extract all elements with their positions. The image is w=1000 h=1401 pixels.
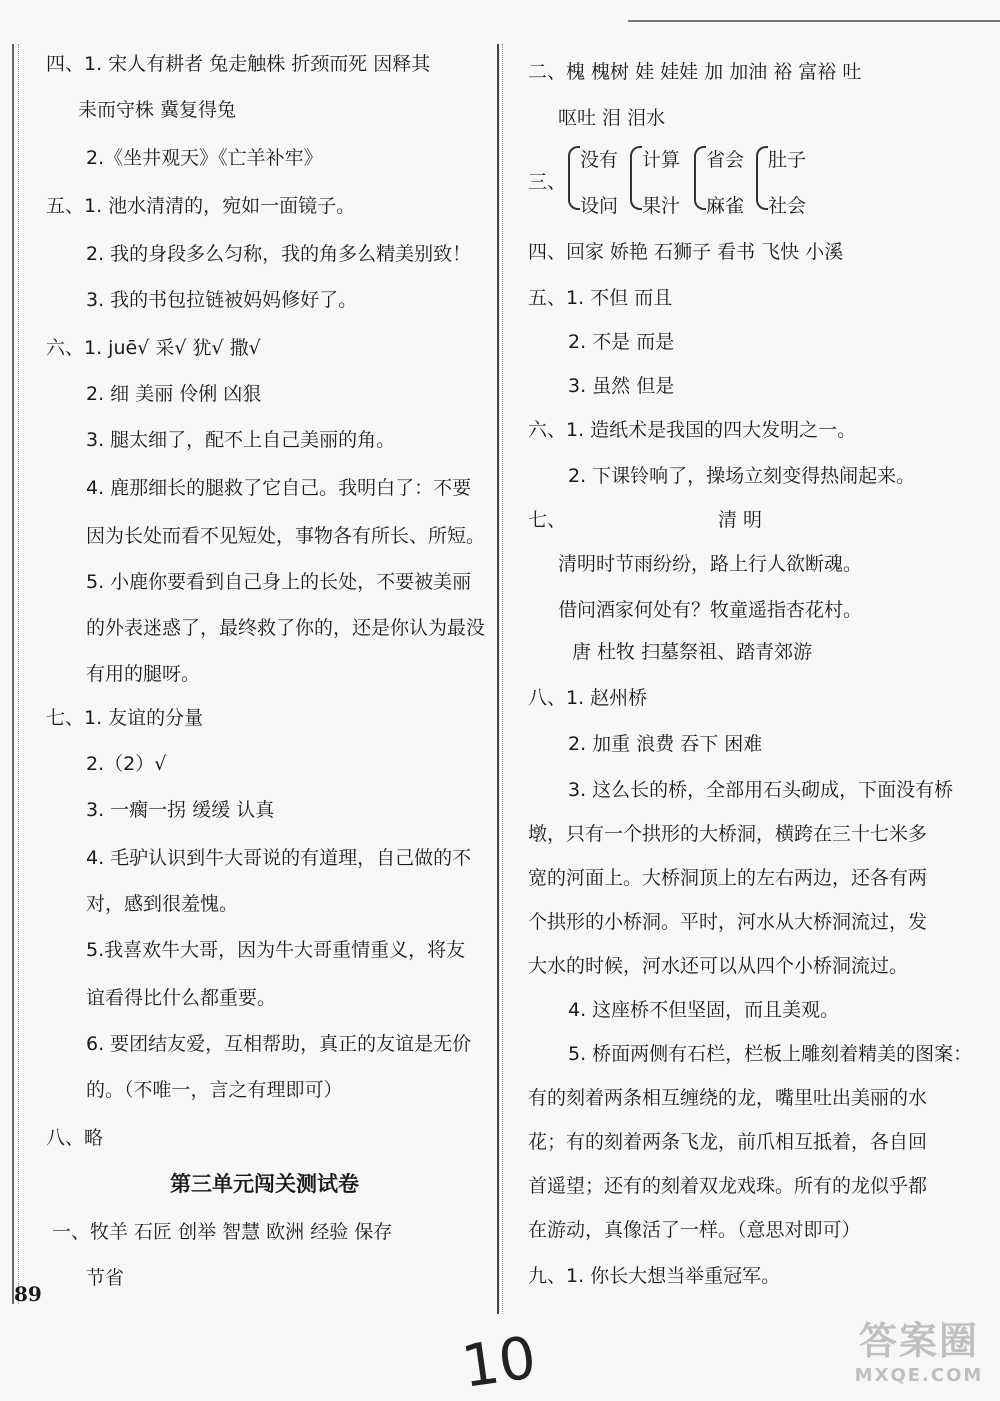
r-q3-pair4-bottom: 社会 xyxy=(768,195,807,217)
q7-1: 七、1. 友谊的分量 xyxy=(46,707,204,729)
r-q8-5-line2: 有的刻着两条相互缠绕的龙，嘴里吐出美丽的水 xyxy=(528,1087,928,1109)
r-q8-4: 4. 这座桥不但坚固，而且美观。 xyxy=(568,999,840,1021)
r-q8-3-line1: 3. 这么长的桥，全部用石头砌成，下面没有桥 xyxy=(568,779,954,801)
brace-2 xyxy=(630,146,642,210)
column-divider xyxy=(497,44,499,1314)
r-q3-pair4-top: 肚子 xyxy=(768,149,807,171)
poem-author: 唐 杜牧 扫墓祭祖、踏青郊游 xyxy=(572,641,813,663)
q7-6-line2: 的。（不唯一，言之有理即可） xyxy=(86,1079,343,1101)
r-q3-label: 三、 xyxy=(528,171,567,193)
left-margin-dots xyxy=(18,44,19,1304)
q4-1-line1: 四、1. 宋人有耕者 兔走触株 折颈而死 因释其 xyxy=(46,53,431,75)
q6-5-line1: 5. 小鹿你要看到自己身上的长处，不要被美丽 xyxy=(86,571,472,593)
unit3-q1-line1: 一、牧羊 石匠 创举 智慧 欧洲 经验 保存 xyxy=(52,1221,393,1243)
q4-1-line2: 耒而守株 冀复得兔 xyxy=(78,99,237,121)
r-q4: 四、回家 娇艳 石狮子 看书 飞快 小溪 xyxy=(528,241,844,263)
left-margin-line xyxy=(12,44,14,1304)
r-q8-5-line4: 首遥望；还有的刻着双龙戏珠。所有的龙似乎都 xyxy=(528,1175,928,1197)
r-q8-3-line3: 宽的河面上。大桥洞顶上的左右两边，还各有两 xyxy=(528,867,928,889)
q4-2: 2.《坐井观天》《亡羊补牢》 xyxy=(86,147,323,169)
r-q3-pair2-top: 计算 xyxy=(642,149,681,171)
poem-line1: 清明时节雨纷纷，路上行人欲断魂。 xyxy=(558,553,863,575)
r-q8-3-line5: 大水的时候，河水还可以从四个小桥洞流过。 xyxy=(528,955,909,977)
q6-3: 3. 腿太细了，配不上自己美丽的角。 xyxy=(86,429,396,451)
r-q3-pair3-top: 省会 xyxy=(706,149,745,171)
q6-5-line2: 的外表迷惑了，最终救了你的，还是你认为最没 xyxy=(86,617,486,639)
r-q2-line1: 二、槐 槐树 娃 娃娃 加 加油 裕 富裕 吐 xyxy=(528,61,862,83)
brace-4 xyxy=(756,146,768,210)
watermark-logo: 答案圈 xyxy=(858,1319,979,1363)
q7-4-line1: 4. 毛驴认识到牛大哥说的有道理，自己做的不 xyxy=(86,847,472,869)
r-q8-5-line3: 花；有的刻着两条飞龙，前爪相互抵着，各自回 xyxy=(528,1131,928,1153)
brace-1 xyxy=(568,146,580,210)
r-q8-1: 八、1. 赵州桥 xyxy=(528,687,648,709)
q6-5-line3: 有用的腿呀。 xyxy=(86,663,201,685)
handwritten-number: 10 xyxy=(457,1323,541,1401)
q6-4-line1: 4. 鹿那细长的腿救了它自己。我明白了：不要 xyxy=(86,477,472,499)
brace-3 xyxy=(694,146,706,210)
watermark xyxy=(844,1310,994,1386)
column-divider-dots xyxy=(502,44,503,1314)
q8: 八、略 xyxy=(46,1127,104,1149)
r-q3-pair1-top: 没有 xyxy=(580,149,619,171)
r-q8-2: 2. 加重 浪费 吞下 困难 xyxy=(568,733,763,755)
r-q2-line2: 呕吐 泪 泪水 xyxy=(558,107,666,129)
section-title: 第三单元闯关测试卷 xyxy=(170,1172,359,1196)
r-q9-1: 九、1. 你长大想当举重冠军。 xyxy=(528,1265,781,1287)
unit3-q1-line2: 节省 xyxy=(86,1267,125,1289)
r-q6-1: 六、1. 造纸术是我国的四大发明之一。 xyxy=(528,419,857,441)
top-rule xyxy=(628,20,1000,22)
q6-2: 2. 细 美丽 伶俐 凶狠 xyxy=(86,383,262,405)
poem-title: 清 明 xyxy=(718,509,763,531)
r-q8-3-line4: 个拱形的小桥洞。平时，河水从大桥洞流过，发 xyxy=(528,911,928,933)
r-q6-2: 2. 下课铃响了，操场立刻变得热闹起来。 xyxy=(568,465,916,487)
r-q5-1: 五、1. 不但 而且 xyxy=(528,287,673,309)
q6-1: 六、1. juē√ 采√ 犹√ 撒√ xyxy=(46,337,261,359)
q7-3: 3. 一瘸一拐 缓缓 认真 xyxy=(86,799,275,821)
r-q8-5-line5: 在游动，真像活了一样。（意思对即可） xyxy=(528,1219,861,1241)
r-q7-label: 七、 xyxy=(528,509,567,531)
q6-4-line2: 因为长处而看不见短处，事物各有所长、所短。 xyxy=(86,525,486,547)
r-q3-pair3-bottom: 麻雀 xyxy=(706,195,745,217)
page-number: 89 xyxy=(14,1282,42,1306)
q7-4-line2: 对，感到很羞愧。 xyxy=(86,893,239,915)
r-q8-3-line2: 墩，只有一个拱形的大桥洞，横跨在三十七米多 xyxy=(528,823,928,845)
q7-6-line1: 6. 要团结友爱，互相帮助，真正的友谊是无价 xyxy=(86,1033,472,1055)
r-q5-2: 2. 不是 而是 xyxy=(568,331,675,353)
r-q5-3: 3. 虽然 但是 xyxy=(568,375,675,397)
q5-1: 五、1. 池水清清的，宛如一面镜子。 xyxy=(46,195,356,217)
q7-5-line1: 5.我喜欢牛大哥，因为牛大哥重情重义，将友 xyxy=(86,939,466,961)
r-q3-pair2-bottom: 果汁 xyxy=(642,195,681,217)
watermark-url: MXQE.COM xyxy=(854,1365,984,1386)
r-q8-5-line1: 5. 桥面两侧有石栏，栏板上雕刻着精美的图案： xyxy=(568,1043,973,1065)
q7-2: 2.（2）√ xyxy=(86,753,167,775)
q5-2: 2. 我的身段多么匀称，我的角多么精美别致！ xyxy=(86,243,472,265)
q5-3: 3. 我的书包拉链被妈妈修好了。 xyxy=(86,289,358,311)
poem-line2: 借问酒家何处有？牧童遥指杏花村。 xyxy=(558,599,863,621)
q7-5-line2: 谊看得比什么都重要。 xyxy=(86,987,277,1009)
r-q3-pair1-bottom: 设问 xyxy=(580,195,619,217)
